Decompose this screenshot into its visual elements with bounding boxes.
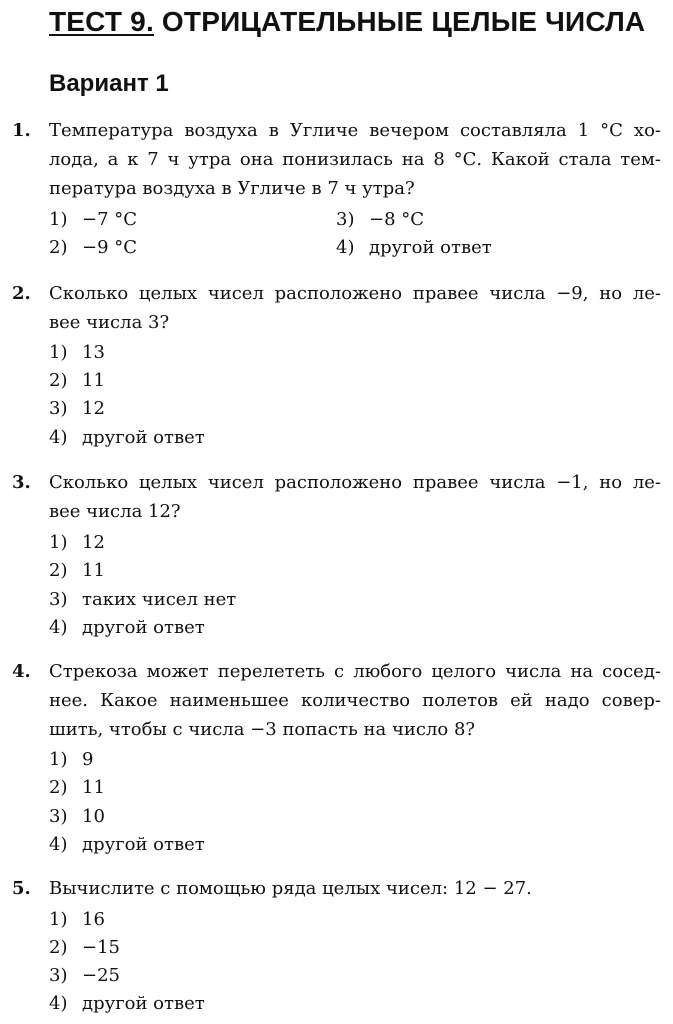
option-label: 2) xyxy=(49,937,68,958)
option-label: 4) xyxy=(49,617,68,638)
option-label: 3) xyxy=(336,209,355,230)
answer-option[interactable] xyxy=(49,777,105,798)
test-number-label: ТЕСТ 9. xyxy=(49,6,154,37)
question-number: 3. xyxy=(12,472,31,493)
option-label: 4) xyxy=(336,237,355,258)
question-text-line: Вычислите с помощью ряда целых чисел: 12 − 27. xyxy=(49,878,532,899)
option-label: 2) xyxy=(49,237,68,258)
option-label: 3) xyxy=(49,398,68,419)
question-text-line: лода, а к 7 ч утра она понизилась на 8 °С. Какой стала тем- xyxy=(49,149,661,170)
option-label: 1) xyxy=(49,749,68,770)
option-text: −25 xyxy=(82,965,120,986)
answer-option[interactable] xyxy=(49,589,236,610)
option-text: другой ответ xyxy=(369,237,492,258)
answer-option[interactable] xyxy=(49,749,93,770)
answer-option[interactable] xyxy=(49,617,205,638)
option-text: −8 °С xyxy=(369,209,425,230)
page-title xyxy=(49,6,645,38)
option-text: 12 xyxy=(82,532,105,553)
question-text-line: пература воздуха в Угличе в 7 ч утра? xyxy=(49,178,415,199)
question-number: 2. xyxy=(12,283,31,304)
test-title: ОТРИЦАТЕЛЬНЫЕ ЦЕЛЫЕ ЧИСЛА xyxy=(161,6,646,37)
question-text-line: шить, чтобы с числа −3 попасть на число 8? xyxy=(49,719,476,740)
option-text: другой ответ xyxy=(82,993,205,1014)
question-text-line: вее числа 12? xyxy=(49,501,181,522)
answer-option[interactable] xyxy=(49,937,120,958)
option-text: −15 xyxy=(82,937,120,958)
question-number: 1. xyxy=(12,120,31,141)
option-text: 16 xyxy=(82,909,105,930)
question-number: 4. xyxy=(12,661,31,682)
option-text: 11 xyxy=(82,777,105,798)
answer-option[interactable] xyxy=(49,342,105,363)
answer-option[interactable] xyxy=(49,834,205,855)
option-label: 3) xyxy=(49,589,68,610)
option-text: 13 xyxy=(82,342,105,363)
answer-option[interactable] xyxy=(49,909,105,930)
option-text: 10 xyxy=(82,806,105,827)
answer-option[interactable] xyxy=(49,237,137,258)
question-text-line: Стрекоза может перелететь с любого целого числа на сосед- xyxy=(49,661,661,682)
option-label: 2) xyxy=(49,370,68,391)
answer-option[interactable] xyxy=(49,209,137,230)
option-label: 3) xyxy=(49,965,68,986)
option-text: 11 xyxy=(82,370,105,391)
question-text-line: Сколько целых чисел расположено правее числа −1, но ле- xyxy=(49,472,661,493)
option-text: −9 °С xyxy=(82,237,138,258)
option-text: таких чисел нет xyxy=(82,589,237,610)
answer-option[interactable] xyxy=(49,398,105,419)
option-label: 1) xyxy=(49,342,68,363)
option-label: 2) xyxy=(49,777,68,798)
answer-option[interactable] xyxy=(49,965,120,986)
option-text: другой ответ xyxy=(82,834,205,855)
answer-option[interactable] xyxy=(49,993,205,1014)
option-label: 3) xyxy=(49,806,68,827)
option-text: 12 xyxy=(82,398,105,419)
answer-option[interactable] xyxy=(336,237,492,258)
option-text: 11 xyxy=(82,560,105,581)
answer-option[interactable] xyxy=(49,427,205,448)
answer-option[interactable] xyxy=(336,209,424,230)
question-text-line: нее. Какое наименьшее количество полетов ей надо совер- xyxy=(49,690,661,711)
option-text: другой ответ xyxy=(82,427,205,448)
option-label: 4) xyxy=(49,993,68,1014)
option-label: 4) xyxy=(49,834,68,855)
option-label: 4) xyxy=(49,427,68,448)
question-text-line: Сколько целых чисел расположено правее числа −9, но ле- xyxy=(49,283,661,304)
answer-option[interactable] xyxy=(49,806,105,827)
answer-option[interactable] xyxy=(49,370,105,391)
variant-heading: Вариант 1 xyxy=(49,70,169,97)
answer-option[interactable] xyxy=(49,560,105,581)
answer-option[interactable] xyxy=(49,532,105,553)
option-text: 9 xyxy=(82,749,94,770)
question-text-line: Температура воздуха в Угличе вечером составляла 1 °С хо- xyxy=(49,120,661,141)
option-label: 1) xyxy=(49,909,68,930)
option-label: 1) xyxy=(49,532,68,553)
option-label: 1) xyxy=(49,209,68,230)
question-text-line: вее числа 3? xyxy=(49,312,170,333)
question-number: 5. xyxy=(12,878,31,899)
option-text: −7 °С xyxy=(82,209,138,230)
option-label: 2) xyxy=(49,560,68,581)
option-text: другой ответ xyxy=(82,617,205,638)
